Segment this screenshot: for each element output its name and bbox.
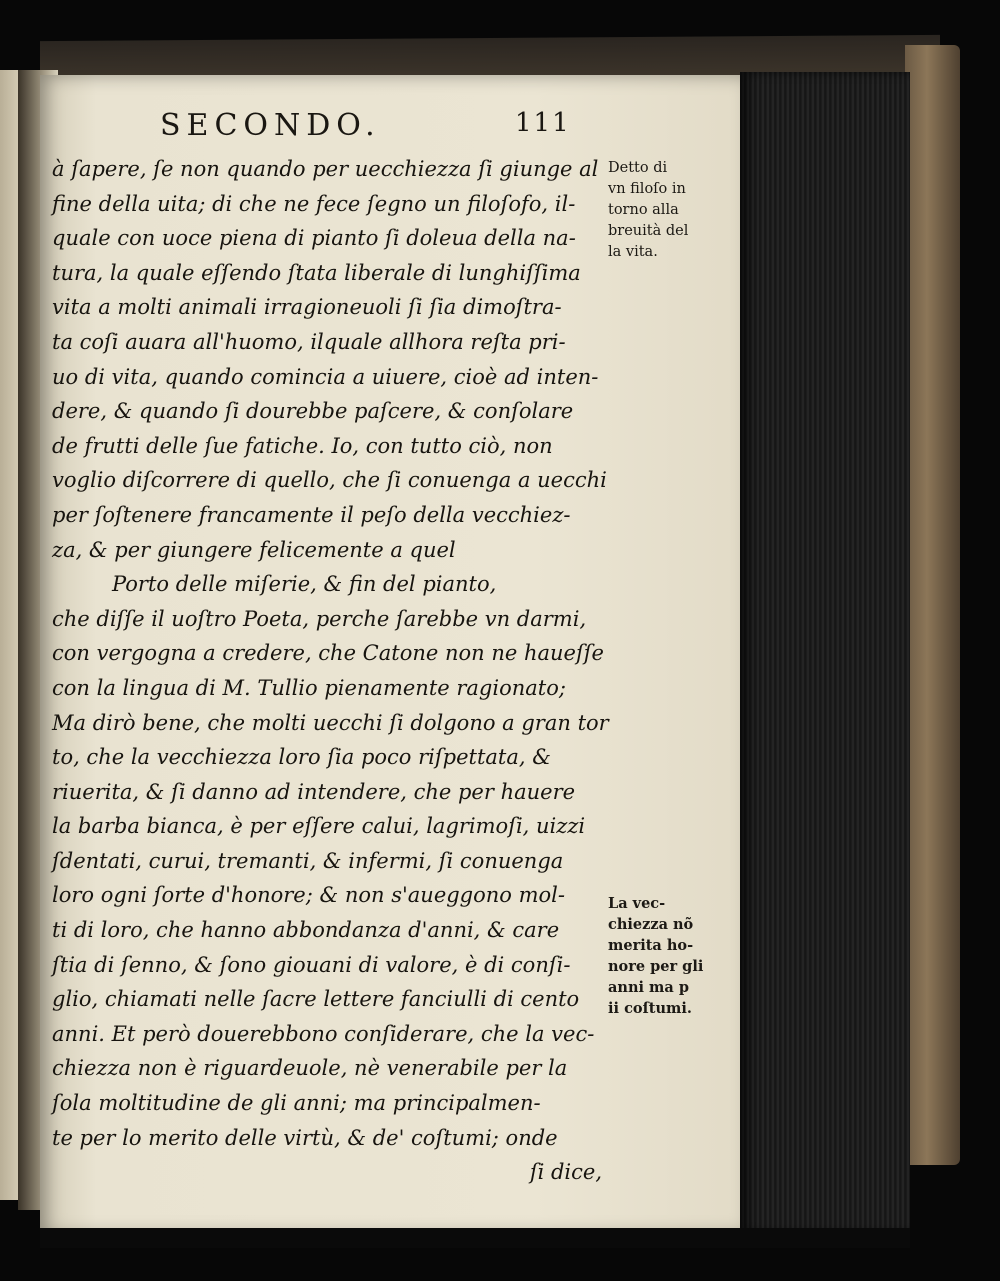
- text-line: tura, la quale eſſendo ſtata liberale di lunghiſſima: [52, 260, 581, 285]
- margin-note-1: [608, 158, 728, 263]
- text-line: dere, & quando ſi dourebbe paſcere, & conſolare: [52, 399, 574, 424]
- text-line: te per lo merito delle virtù, & de' coſtumi; onde: [52, 1125, 558, 1150]
- margin-note-line: merita ho-: [608, 937, 694, 954]
- text-line: de frutti delle ſue fatiche. Io, con tutto ciò, non: [52, 433, 553, 458]
- text-line: che diſſe il uoſtro Poeta, perche ſarebbe vn darmi,: [52, 606, 587, 631]
- margin-note-line: torno alla: [608, 202, 679, 218]
- page-number: 111: [515, 108, 571, 138]
- margin-note-line: nore per gli: [608, 958, 704, 975]
- margin-note-line: breuità del: [608, 223, 689, 239]
- margin-note-line: anni ma p: [608, 979, 689, 996]
- text-line: ti di loro, che hanno abbondanza d'anni, & care: [52, 918, 560, 943]
- text-line: vita a molti animali irragioneuoli ſi ſia dimoſtra-: [52, 295, 562, 320]
- text-line: loro ogni ſorte d'honore; & non s'aueggono mol-: [52, 883, 565, 908]
- text-line: voglio diſcorrere di quello, che ſi conuenga a uecchi: [52, 468, 607, 493]
- margin-note-line: chiezza nõ: [608, 916, 694, 933]
- text-block-fore-edge: [740, 72, 910, 1232]
- margin-note-line: vn filoſo in: [608, 181, 686, 197]
- text-line: to, che la vecchiezza loro ſia poco riſpettata, &: [52, 745, 551, 770]
- text-line: à ſapere, ſe non quando per uecchiezza ſi giunge al: [52, 157, 599, 181]
- margin-note-line: la vita.: [608, 244, 658, 260]
- text-line: per ſoſtenere francamente il peſo della vecchiez-: [52, 502, 571, 527]
- text-line: ſdentati, curui, tremanti, & infermi, ſi conuenga: [52, 848, 564, 873]
- book-bottom-shadow: [40, 1228, 910, 1248]
- text-line: ſola moltitudine de gli anni; ma principalmen-: [52, 1091, 541, 1116]
- text-line: ſtia di ſenno, & ſono giouani di valore, è di conſi-: [52, 952, 571, 977]
- text-line: za, & per giungere felicemente a quel: [52, 537, 456, 562]
- running-title: SECONDO.: [160, 108, 381, 143]
- margin-note-line: Detto di: [608, 160, 668, 176]
- text-line: riuerita, & ſi danno ad intendere, che per hauere: [52, 779, 576, 804]
- text-line: Ma dirò bene, che molti uecchi ſi dolgono a gran tor: [52, 710, 609, 735]
- margin-note-2: [608, 893, 728, 1019]
- text-line: glio, chiamati nelle ſacre lettere fanciulli di cento: [52, 987, 580, 1012]
- book-cover-right-edge: [905, 45, 960, 1165]
- verse-line: Porto delle miſerie, & fin del pianto,: [112, 572, 497, 597]
- text-line: ta coſi auara all'huomo, ilquale allhora reſta pri-: [52, 329, 566, 354]
- text-line: fine della uita; di che ne fece ſegno un filoſofo, il-: [52, 191, 576, 216]
- running-header: [160, 108, 580, 148]
- text-line: con la lingua di M. Tullio pienamente ragionato;: [52, 675, 566, 700]
- text-line: uo di vita, quando comincia a uiuere, cioè ad inten-: [52, 364, 599, 389]
- margin-note-line: La vec-: [608, 895, 666, 912]
- body-text: [52, 152, 612, 1190]
- closing-line: ſi dice,: [529, 1160, 602, 1185]
- text-line: chiezza non è riguardeuole, nè venerabile per la: [52, 1056, 568, 1081]
- text-line: quale con uoce piena di pianto ſi doleua della na-: [52, 226, 576, 251]
- margin-note-line: ii coſtumi.: [608, 1000, 692, 1017]
- text-line: la barba bianca, è per eſſere calui, lagrimoſi, uizzi: [52, 814, 586, 839]
- text-line: con vergogna a credere, che Catone non ne haueſſe: [52, 641, 604, 666]
- text-line: anni. Et però douerebbono conſiderare, che la vec-: [52, 1021, 595, 1046]
